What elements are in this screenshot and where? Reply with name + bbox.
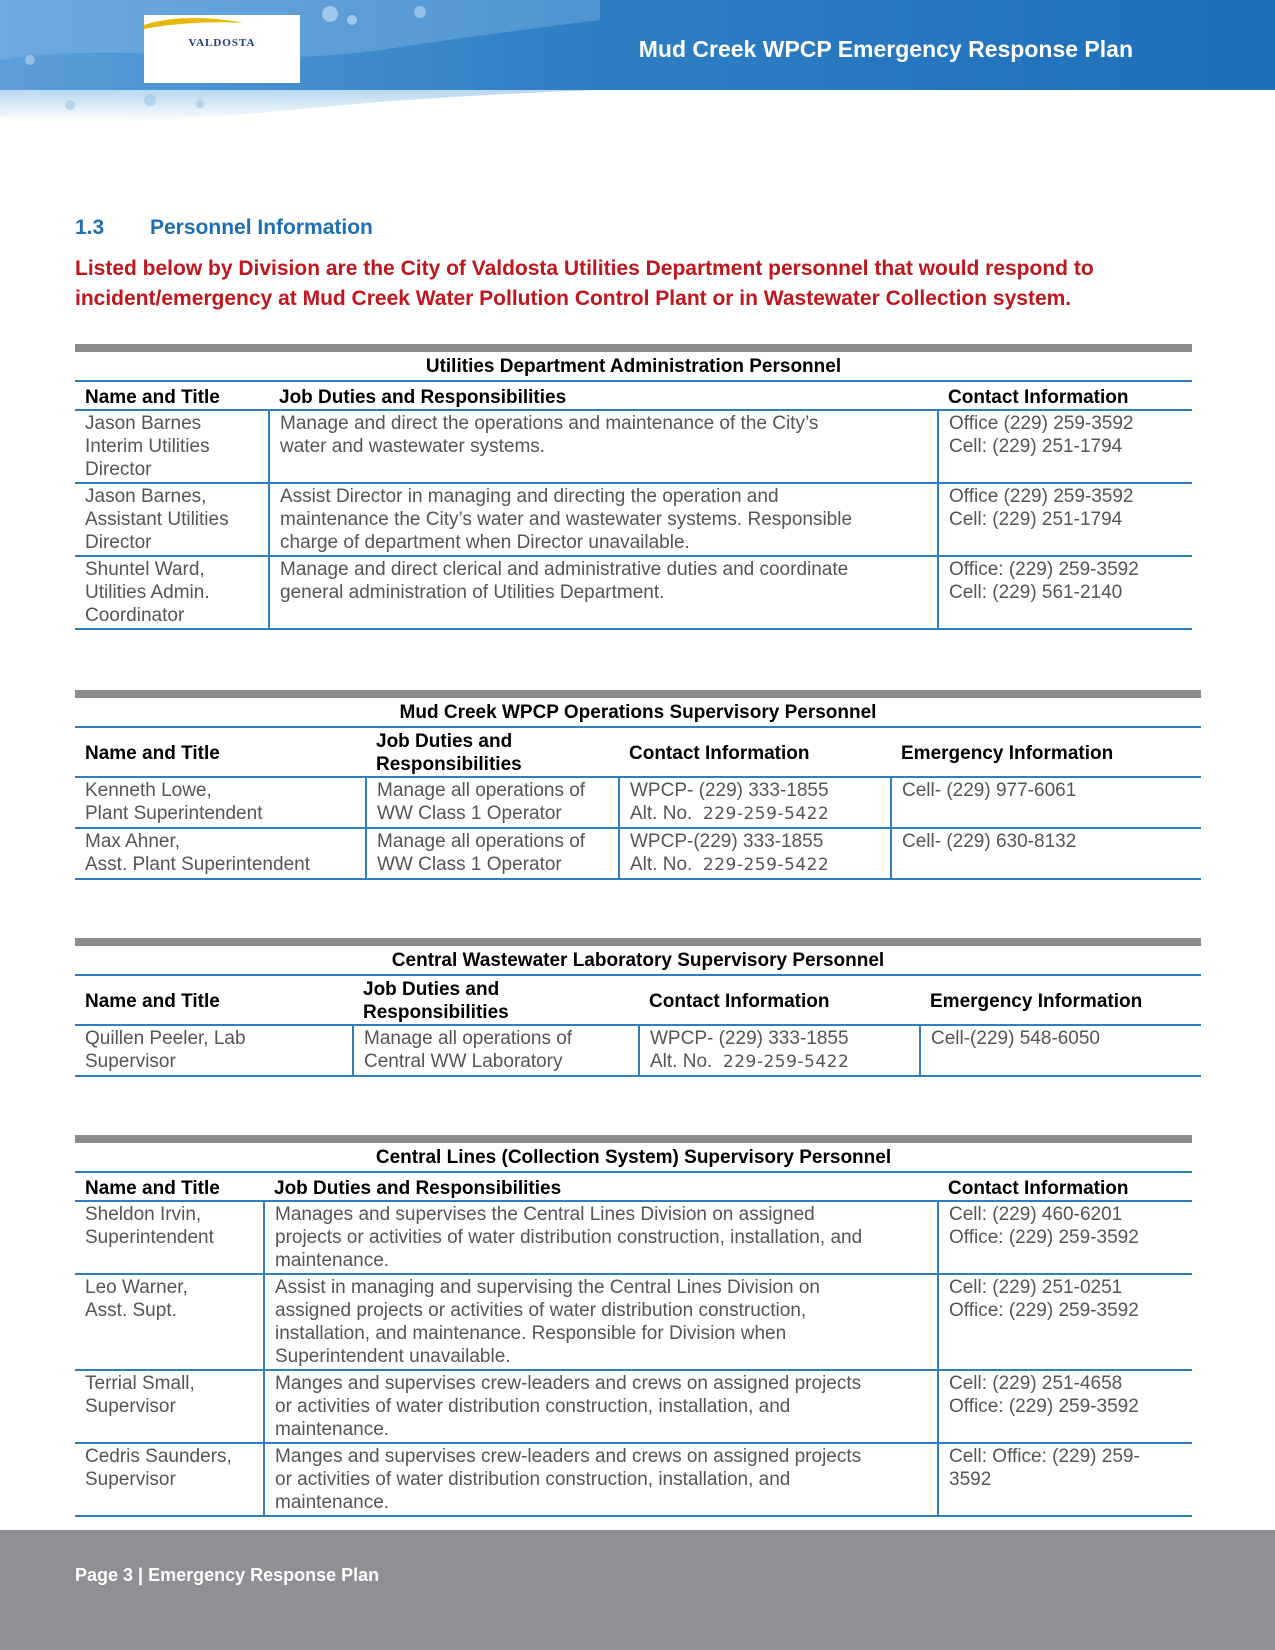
page-footer — [0, 1530, 1275, 1650]
name-title-cell: Shuntel Ward, Utilities Admin. Coordinator — [75, 556, 269, 629]
column-header: Name and Title — [75, 976, 353, 1025]
table-row — [75, 556, 1192, 629]
contact-cell: Cell: Office: (229) 259- 3592 — [938, 1443, 1192, 1516]
contact-cell: Office: (229) 259-3592 Cell: (229) 561-2140 — [938, 556, 1192, 629]
duties-cell: Manage all operations of WW Class 1 Operator — [366, 777, 619, 828]
duties-cell: Assist in managing and supervising the Central Lines Division on assigned projects or activities of water distribution construction, installation, and maintenance. Responsible for Division when Superintendent unavailable. — [264, 1274, 938, 1370]
table-row — [75, 1201, 1192, 1274]
table-top-bar — [75, 938, 1201, 946]
column-header: Emergency Information — [891, 728, 1201, 777]
name-title-cell: Quillen Peeler, Lab Supervisor — [75, 1025, 353, 1076]
contact-cell: WPCP- (229) 333-1855 Alt. No. 229-259-5422 — [639, 1025, 920, 1076]
contact-cell: WPCP- (229) 333-1855 Alt. No. 229-259-5422 — [619, 777, 891, 828]
table-row — [75, 828, 1201, 879]
contact-cell: Cell: (229) 460-6201 Office: (229) 259-3592 — [938, 1201, 1192, 1274]
duties-cell: Manges and supervises crew-leaders and crews on assigned projects or activities of water distribution construction, installation, and maintenance. — [264, 1443, 938, 1516]
column-header: Contact Information — [619, 728, 891, 777]
contact-cell: Office (229) 259-3592 Cell: (229) 251-1794 — [938, 483, 1192, 556]
column-header: Name and Title — [75, 382, 269, 410]
table-row — [75, 1274, 1192, 1370]
name-title-cell: Max Ahner, Asst. Plant Superintendent — [75, 828, 366, 879]
name-title-cell: Sheldon Irvin, Superintendent — [75, 1201, 264, 1274]
name-title-cell: Terrial Small, Supervisor — [75, 1370, 264, 1443]
contact-cell: WPCP-(229) 333-1855 Alt. No. 229-259-5422 — [619, 828, 891, 879]
column-header: Job Duties and Responsibilities — [366, 728, 619, 777]
table-row — [75, 1025, 1201, 1076]
emergency-cell: Cell- (229) 977-6061 — [891, 777, 1201, 828]
column-header: Name and Title — [75, 728, 366, 777]
operations-personnel-table — [75, 690, 1201, 880]
duties-cell: Assist Director in managing and directing the operation and maintenance the City’s water and wastewater systems. Responsible charge of department when Director unavailable. — [269, 483, 938, 556]
table-title: Utilities Department Administration Personnel — [75, 352, 1192, 382]
column-header: Job Duties and Responsibilities — [353, 976, 639, 1025]
name-title-cell: Jason Barnes, Assistant Utilities Director — [75, 483, 269, 556]
logo-text: VALDOSTA — [188, 37, 256, 49]
contact-cell: Cell: (229) 251-4658 Office: (229) 259-3592 — [938, 1370, 1192, 1443]
section-intro: Listed below by Division are the City of Valdosta Utilities Department personnel that would respond to incident/emergency at Mud Creek Water Pollution Control Plant or in Wastewater Collection system. — [75, 257, 1094, 310]
table-top-bar — [75, 344, 1192, 352]
table-row — [75, 410, 1192, 483]
name-title-cell: Cedris Saunders, Supervisor — [75, 1443, 264, 1516]
table-row — [75, 1370, 1192, 1443]
column-header: Contact Information — [938, 382, 1192, 410]
duties-cell: Manage and direct clerical and administrative duties and coordinate general administration of Utilities Department. — [269, 556, 938, 629]
column-header: Contact Information — [639, 976, 920, 1025]
emergency-cell: Cell-(229) 548-6050 — [920, 1025, 1201, 1076]
section-number: 1.3 — [75, 216, 105, 239]
laboratory-personnel-table — [75, 938, 1201, 1077]
logo-swoosh-icon — [144, 15, 244, 29]
table-row — [75, 483, 1192, 556]
table-row — [75, 777, 1201, 828]
table-top-bar — [75, 1135, 1192, 1143]
emergency-cell: Cell- (229) 630-8132 — [891, 828, 1201, 879]
table-title: Central Wastewater Laboratory Supervisory Personnel — [75, 946, 1201, 976]
footer-page-label: Page 3 | Emergency Response Plan — [75, 1565, 380, 1585]
section-heading — [75, 216, 373, 240]
admin-personnel-table — [75, 344, 1192, 630]
section-title: Personnel Information — [150, 216, 373, 239]
duties-cell: Manages and supervises the Central Lines Division on assigned projects or activities of water distribution construction, installation, and maintenance. — [264, 1201, 938, 1274]
contact-cell: Office (229) 259-3592 Cell: (229) 251-1794 — [938, 410, 1192, 483]
name-title-cell: Jason Barnes Interim Utilities Director — [75, 410, 269, 483]
valdosta-logo — [144, 15, 300, 83]
column-header: Name and Title — [75, 1173, 264, 1201]
duties-cell: Manage and direct the operations and maintenance of the City’s water and wastewater systems. — [269, 410, 938, 483]
contact-cell: Cell: (229) 251-0251 Office: (229) 259-3592 — [938, 1274, 1192, 1370]
duties-cell: Manage all operations of WW Class 1 Operator — [366, 828, 619, 879]
column-header: Emergency Information — [920, 976, 1201, 1025]
table-row — [75, 1443, 1192, 1516]
page-header — [0, 0, 1275, 135]
table-title: Central Lines (Collection System) Supervisory Personnel — [75, 1143, 1192, 1173]
duties-cell: Manges and supervises crew-leaders and crews on assigned projects or activities of water distribution construction, installation, and maintenance. — [264, 1370, 938, 1443]
name-title-cell: Kenneth Lowe, Plant Superintendent — [75, 777, 366, 828]
column-header: Contact Information — [938, 1173, 1192, 1201]
table-top-bar — [75, 690, 1201, 698]
name-title-cell: Leo Warner, Asst. Supt. — [75, 1274, 264, 1370]
duties-cell: Manage all operations of Central WW Laboratory — [353, 1025, 639, 1076]
column-header: Job Duties and Responsibilities — [269, 382, 938, 410]
column-header: Job Duties and Responsibilities — [264, 1173, 938, 1201]
document-title: Mud Creek WPCP Emergency Response Plan — [638, 36, 1133, 62]
central-lines-personnel-table — [75, 1135, 1192, 1517]
table-title: Mud Creek WPCP Operations Supervisory Personnel — [75, 698, 1201, 728]
